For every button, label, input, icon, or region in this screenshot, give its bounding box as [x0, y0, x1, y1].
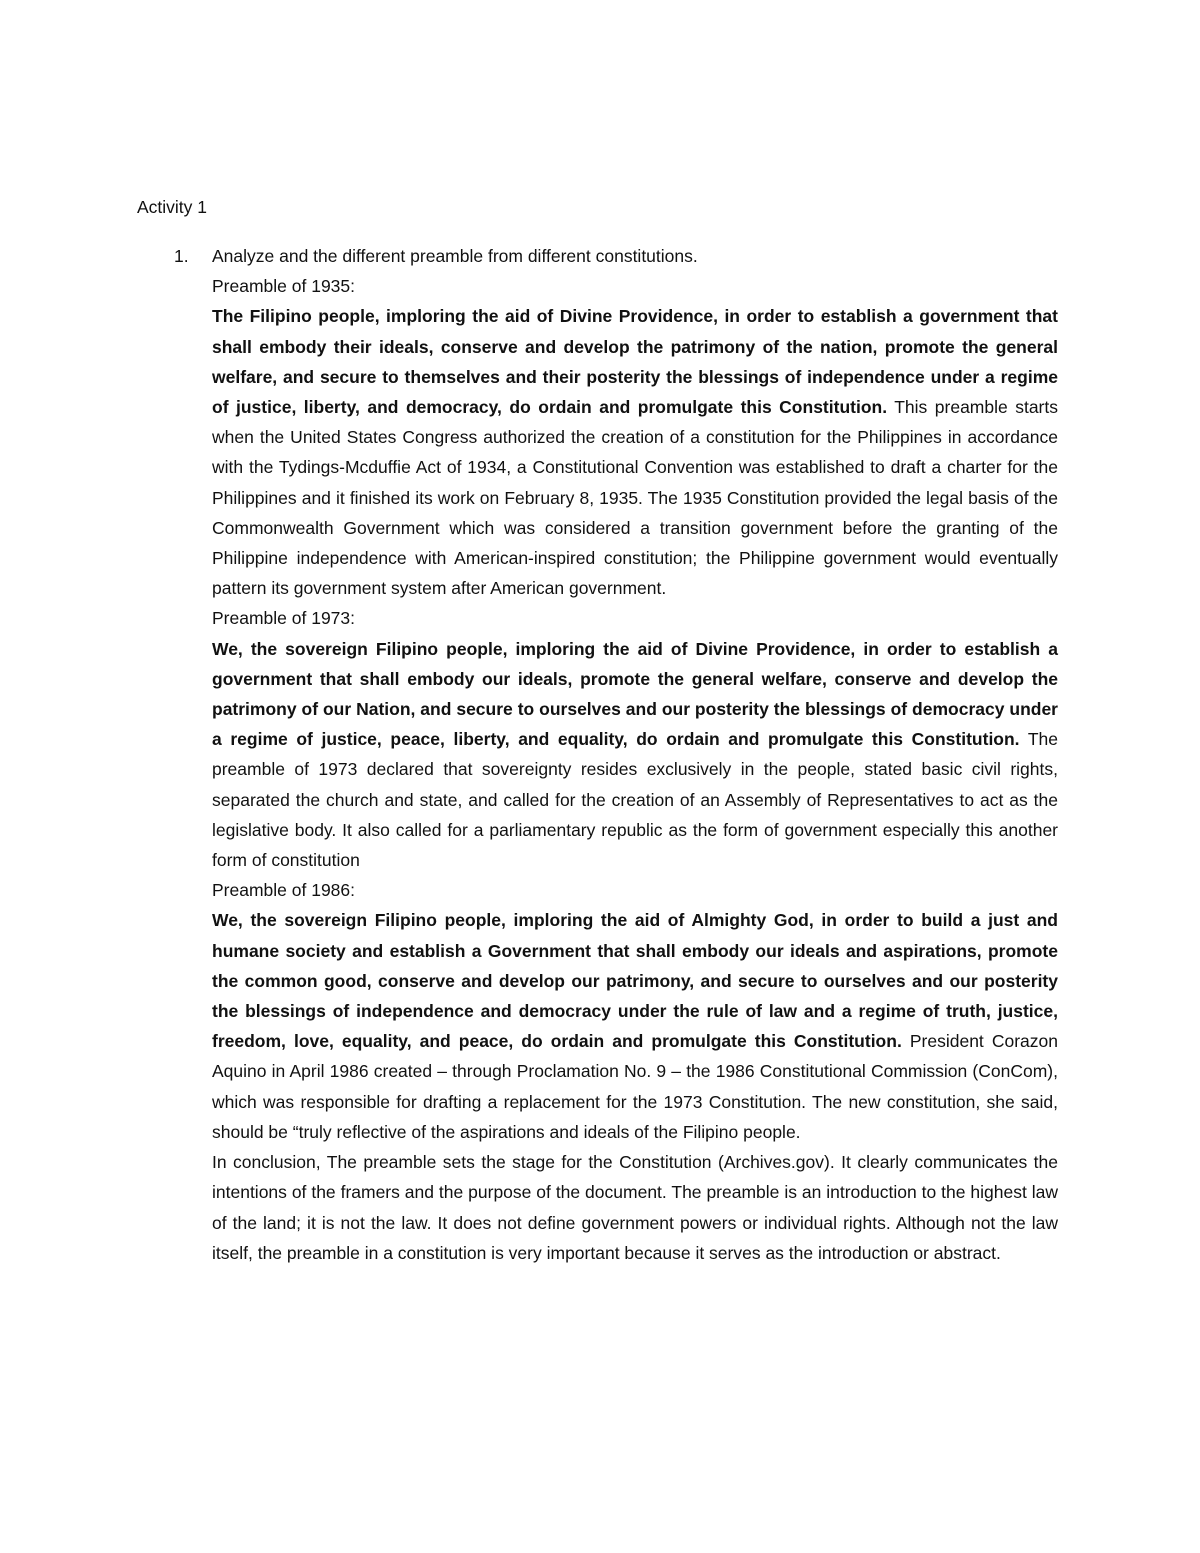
- list-item-number: 1.: [174, 246, 189, 266]
- commentary-1935: This preamble starts when the United States Congress authorized the creation of a constitution for the Philippines in accordance with the Tydings-Mcduffie Act of 1934, a Constitutional Convention was established to draft a charter for the Philippines and it finished its work on February 8, 1935. The 1935 Constitution provided the legal basis of the Commonwealth Government which was considered a transition government before the granting of the Philippine independence with American-inspired constitution; the Philippine government would eventually pattern its government system after American government.: [212, 397, 1058, 599]
- activity-title: Activity 1: [137, 197, 208, 217]
- commentary-1973: The preamble of 1973 declared that sovereignty resides exclusively in the people, stated basic civil rights, separated the church and state, and called for the creation of an Assembly of Representatives to act as the legislative body. It also called for a parliamentary republic as the form of government especially this another form of constitution: [212, 729, 1059, 871]
- list-item-body: [212, 241, 1058, 1268]
- section-1935: [212, 301, 1058, 603]
- item-prompt: Analyze and the different preamble from different constitutions.: [212, 246, 698, 266]
- section-1973: [212, 634, 1058, 876]
- section-1986: [212, 905, 1058, 1147]
- preamble-text-1986: We, the sovereign Filipino people, imploring the aid of Almighty God, in order to build a just and humane society and establish a Government that shall embody our ideals and aspirations, promote the common good, conserve and develop our patrimony, and secure to ourselves and our posterity the blessings of independence and democracy under the rule of law and a regime of truth, justice, freedom, love, equality, and peace, do ordain and promulgate this Constitution.: [212, 910, 1058, 1052]
- preamble-text-1935: The Filipino people, imploring the aid of Divine Providence, in order to establish a government that shall embody their ideals, conserve and develop the patrimony of the nation, promote the general welfare, and secure to themselves and their posterity the blessings of independence under a regime of justice, liberty, and democracy, do ordain and promulgate this Constitution.: [212, 306, 1058, 418]
- commentary-1986: President Corazon Aquino in April 1986 created – through Proclamation No. 9 – the 1986 Constitutional Commission (ConCom), which was responsible for drafting a replacement for the 1973 Constitution. The new constitution, she said, should be “truly reflective of the aspirations and ideals of the Filipino people.: [212, 1031, 1058, 1142]
- section-heading-1973: Preamble of 1973:: [212, 608, 356, 629]
- section-heading-1986: Preamble of 1986:: [212, 880, 356, 901]
- conclusion-paragraph: In conclusion, The preamble sets the stage for the Constitution (Archives.gov). It clearly communicates the intentions of the framers and the purpose of the document. The preamble is an introduction to the highest law of the land; it is not the law. It does not define government powers or individual rights. Although not the law itself, the preamble in a constitution is very important because it serves as the introduction or abstract.: [212, 1152, 1058, 1263]
- preamble-text-1973: We, the sovereign Filipino people, imploring the aid of Divine Providence, in order to establish a government that shall embody our ideals, promote the general welfare, conserve and develop the patrimony of our Nation, and secure to ourselves and our posterity the blessings of democracy under a regime of justice, peace, liberty, and equality, do ordain and promulgate this Constitution.: [212, 638, 1058, 750]
- section-heading-1935: Preamble of 1935:: [212, 276, 356, 297]
